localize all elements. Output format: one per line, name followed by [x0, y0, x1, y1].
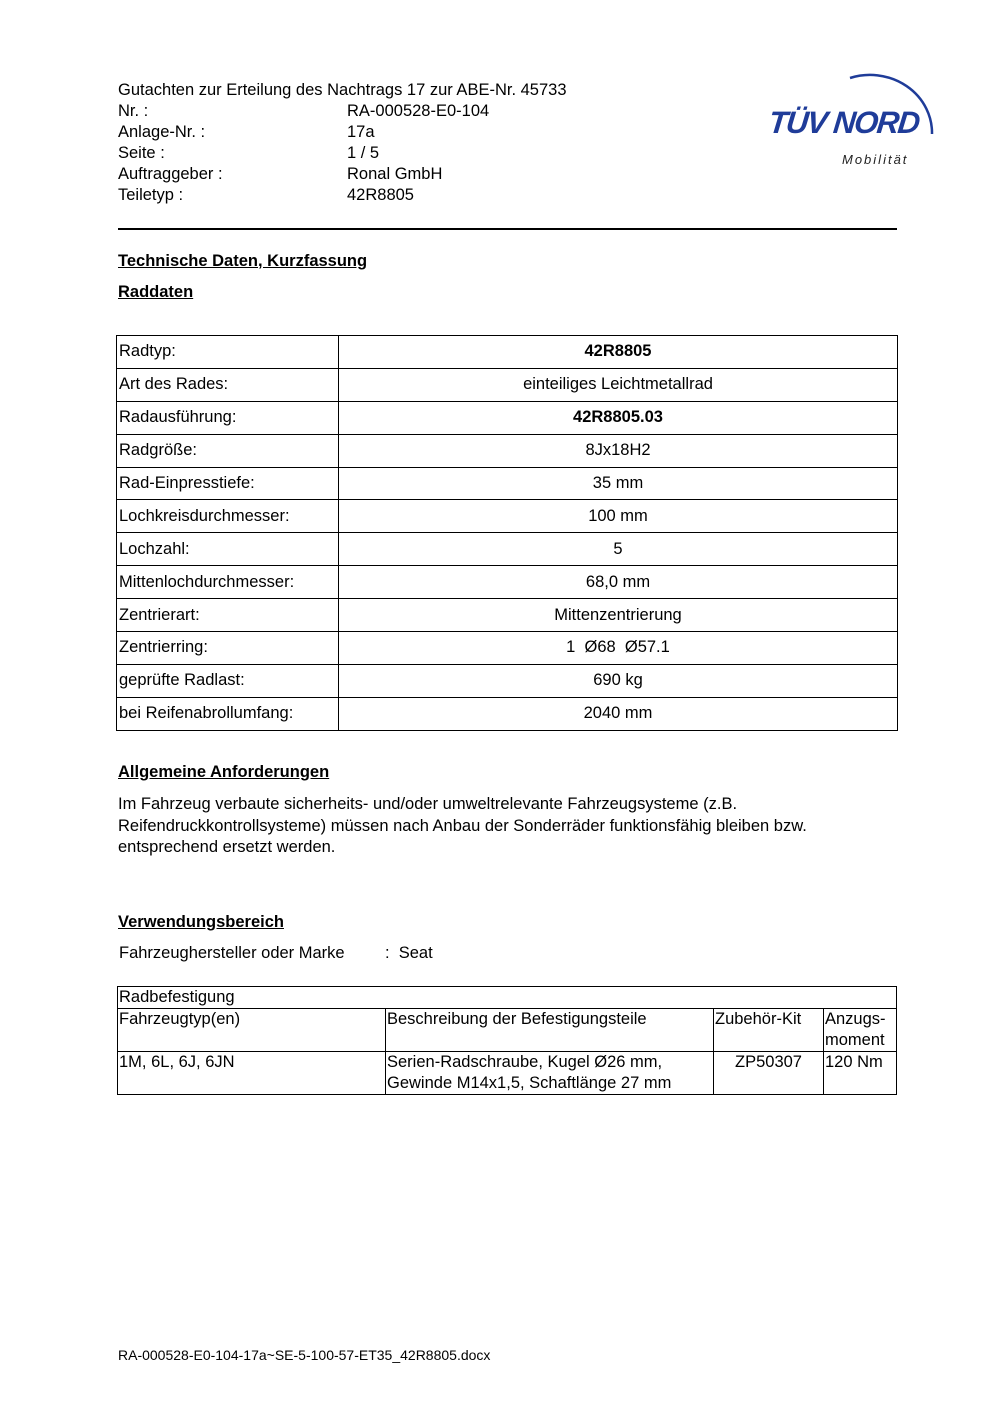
row-value: 100 mm	[339, 500, 898, 533]
table-row	[117, 566, 898, 599]
table-row	[117, 697, 898, 730]
table-caption-row	[118, 987, 897, 1009]
column-header: Fahrzeugtyp(en)	[118, 1009, 386, 1052]
header-value: 42R8805	[347, 186, 414, 204]
report-title: Gutachten zur Erteilung des Nachtrags 17 zur ABE-Nr. 45733	[118, 81, 567, 99]
row-value: 35 mm	[339, 467, 898, 500]
row-label: Zentrierart:	[117, 599, 339, 632]
document-header	[118, 80, 678, 206]
kit-cell: ZP50307	[714, 1052, 824, 1095]
header-label: Auftraggeber :	[118, 165, 223, 183]
row-value: 690 kg	[339, 664, 898, 697]
header-row-teiletyp	[118, 185, 678, 206]
row-value: 68,0 mm	[339, 566, 898, 599]
row-label: Lochzahl:	[117, 533, 339, 566]
manufacturer-row	[119, 944, 433, 963]
column-header: Anzugs- moment	[824, 1009, 897, 1052]
row-label: bei Reifenabrollumfang:	[117, 697, 339, 730]
manufacturer-label: Fahrzeughersteller oder Marke	[119, 944, 345, 962]
requirements-paragraph: Im Fahrzeug verbaute sicherheits- und/oder umweltrelevante Fahrzeugsysteme (z.B. Reifendruckkontrollsysteme) müssen nach Anbau der Sonderräder funktionsfähig bleiben bzw. entsprechend ersetzt werden.	[118, 795, 807, 856]
row-label: Mittenlochdurchmesser:	[117, 566, 339, 599]
header-value: RA-000528-E0-104	[347, 102, 490, 120]
mounting-table	[117, 986, 897, 1095]
tuv-nord-logo: TÜV NORD	[767, 105, 921, 140]
header-label: Seite :	[118, 144, 165, 162]
row-value: 5	[339, 533, 898, 566]
header-value: 17a	[347, 123, 375, 141]
table-row	[117, 632, 898, 665]
header-label: Anlage-Nr. :	[118, 123, 206, 141]
vehicle-types-cell: 1M, 6L, 6J, 6JN	[118, 1052, 386, 1095]
table-row	[117, 434, 898, 467]
torque-cell: 120 Nm	[824, 1052, 897, 1095]
row-label: Art des Rades:	[117, 368, 339, 401]
row-value: einteiliges Leichtmetallrad	[339, 368, 898, 401]
header-row-anlage	[118, 122, 678, 143]
table-caption: Radbefestigung	[118, 987, 897, 1009]
header-value: 1 / 5	[347, 144, 380, 162]
row-label: Radgröße:	[117, 434, 339, 467]
footer-filename: RA-000528-E0-104-17a~SE-5-100-57-ET35_42R8805.docx	[118, 1347, 491, 1363]
manufacturer-value: : Seat	[385, 944, 433, 962]
header-row-auftraggeber	[118, 164, 678, 185]
header-row-nr	[118, 101, 678, 122]
row-label: Radausführung:	[117, 401, 339, 434]
row-value: 42R8805	[339, 336, 898, 369]
wheel-data-table	[116, 335, 898, 731]
section-heading-raddaten: Raddaten	[118, 283, 194, 301]
table-row	[117, 664, 898, 697]
row-value: Mittenzentrierung	[339, 599, 898, 632]
column-header: Beschreibung der Befestigungsteile	[386, 1009, 714, 1052]
table-row	[117, 533, 898, 566]
header-label: Nr. :	[118, 102, 149, 120]
row-label: Rad-Einpresstiefe:	[117, 467, 339, 500]
table-row	[117, 336, 898, 369]
description-cell: Serien-Radschraube, Kugel Ø26 mm, Gewinde M14x1,5, Schaftlänge 27 mm	[386, 1052, 714, 1095]
header-label: Teiletyp :	[118, 186, 184, 204]
table-row	[117, 467, 898, 500]
logo-subtitle: Mobilität	[842, 152, 909, 167]
table-row	[117, 500, 898, 533]
section-heading-allgemeine: Allgemeine Anforderungen	[118, 763, 330, 781]
table-row	[117, 599, 898, 632]
header-row-seite	[118, 143, 678, 164]
row-value: 8Jx18H2	[339, 434, 898, 467]
section-heading-verwendung: Verwendungsbereich	[118, 913, 284, 931]
table-row	[117, 368, 898, 401]
table-row	[118, 1052, 897, 1095]
row-value: 2040 mm	[339, 697, 898, 730]
row-value: 42R8805.03	[339, 401, 898, 434]
row-value: 1 Ø68 Ø57.1	[339, 632, 898, 665]
header-value: Ronal GmbH	[347, 165, 443, 183]
table-row	[117, 401, 898, 434]
header-divider	[118, 228, 897, 230]
row-label: Lochkreisdurchmesser:	[117, 500, 339, 533]
table-header-row	[118, 1009, 897, 1052]
column-header: Zubehör-Kit	[714, 1009, 824, 1052]
row-label: Zentrierring:	[117, 632, 339, 665]
row-label: geprüfte Radlast:	[117, 664, 339, 697]
row-label: Radtyp:	[117, 336, 339, 369]
section-heading-technical: Technische Daten, Kurzfassung	[118, 252, 368, 270]
